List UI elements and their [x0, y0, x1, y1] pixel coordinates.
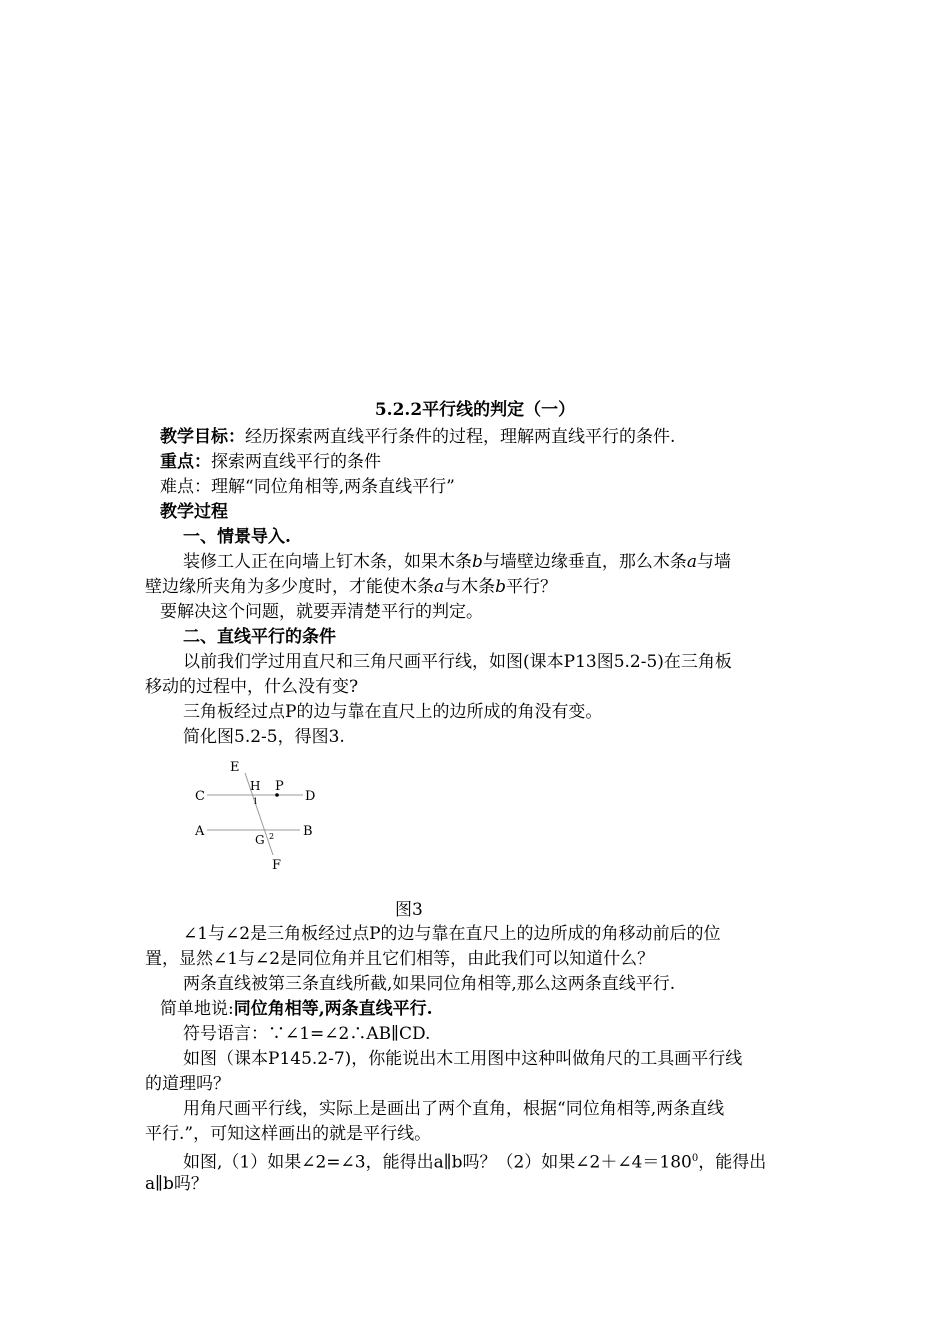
paragraph-3-line-2: 移动的过程中，什么没有变?	[145, 677, 359, 697]
difficulty-point	[160, 475, 455, 499]
paragraph-12-line-2: a∥b吗？	[145, 1174, 208, 1194]
doc-title: 5.2.2平行线的判定（一）	[374, 400, 576, 420]
figure-caption: 图3	[395, 900, 423, 920]
p1-text: 平行？	[506, 577, 558, 597]
p8-rule: 同位角相等,两条直线平行.	[233, 999, 433, 1019]
paragraph-5: 简化图5.2-5，得图3.	[183, 727, 345, 747]
key-point	[160, 450, 381, 474]
diff-text: 理解“同位角相等,两条直线平行”	[211, 477, 455, 497]
var-a: a	[686, 552, 698, 572]
key-text: 探索两直线平行的条件	[211, 452, 381, 472]
paragraph-1-line-2	[145, 575, 557, 599]
goal-label: 教学目标：	[160, 427, 245, 447]
teaching-goal	[160, 425, 675, 449]
goal-text: 经历探索两直线平行条件的过程，理解两直线平行的条件.	[245, 427, 676, 447]
section2-heading: 二、直线平行的条件	[183, 627, 336, 647]
paragraph-6-line-1: ∠1与∠2是三角板经过点P的边与靠在直尺上的边所成的角移动前后的位	[183, 924, 721, 944]
paragraph-4: 三角板经过点P的边与靠在直尺上的边所成的角没有变。	[183, 702, 603, 722]
var-a: a	[434, 577, 445, 597]
label-C: C	[195, 789, 205, 804]
paragraph-10-line-1: 如图（课本P145.2-7)，你能说出木工用图中这种叫做角尺的工具画平行线	[183, 1049, 743, 1069]
paragraph-11-line-1: 用角尺画平行线，实际上是画出了两个直角，根据“同位角相等,两条直线	[183, 1099, 725, 1119]
key-label: 重点：	[160, 452, 211, 472]
p1-text: 装修工人正在向墙上钉木条，如果木条	[183, 552, 472, 572]
process-heading: 教学过程	[160, 502, 228, 522]
label-F: F	[272, 858, 282, 873]
paragraph-8	[160, 997, 433, 1021]
paragraph-6-line-2: 置，显然∠1与∠2是同位角并且它们相等，由此我们可以知道什么？	[145, 949, 655, 969]
paragraph-7: 两条直线被第三条直线所截,如果同位角相等,那么这两条直线平行.	[183, 974, 676, 994]
p1-text: 壁边缘所夹角为多少度时，才能使木条	[145, 577, 434, 597]
degree-superscript: 0	[691, 1153, 699, 1164]
label-angle-1: 1	[253, 797, 259, 806]
label-P: P	[275, 779, 284, 794]
label-A: A	[195, 824, 205, 839]
label-D: D	[305, 789, 316, 804]
label-H: H	[250, 779, 261, 793]
paragraph-10-line-2: 的道理吗？	[145, 1074, 230, 1094]
paragraph-1-line-1	[183, 550, 731, 574]
label-E: E	[230, 760, 240, 775]
figure-3	[185, 755, 325, 880]
var-b: b	[495, 577, 507, 597]
p8-prefix: 简单地说:	[160, 999, 234, 1019]
paragraph-11-line-2: 平行.”，可知这样画出的就是平行线。	[145, 1124, 432, 1144]
p12-text: 如图,（1）如果∠2=∠3，能得出a∥b吗？（2）如果∠2＋∠4＝180	[183, 1152, 692, 1173]
p1-text: 与木条	[444, 577, 496, 597]
paragraph-3-line-1: 以前我们学过用直尺和三角尺画平行线，如图(课本P13图5.2-5)在三角板	[183, 652, 732, 672]
paragraph-2: 要解决这个问题，就要弄清楚平行的判定。	[160, 602, 483, 622]
p12-text: ，能得出	[698, 1152, 767, 1173]
p1-text: 与墙壁边缘垂直，那么木条	[482, 552, 687, 572]
section1-heading: 一、情景导入.	[183, 527, 291, 547]
p1-text: 与墙	[697, 552, 732, 572]
diff-label: 难点：	[160, 477, 211, 497]
paragraph-9: 符号语言：∵∠1=∠2∴AB∥CD.	[183, 1024, 431, 1044]
label-angle-2: 2	[269, 832, 275, 841]
label-B: B	[303, 824, 313, 839]
label-G: G	[255, 833, 265, 847]
var-b: b	[472, 552, 483, 572]
paragraph-12-line-1	[183, 1147, 766, 1175]
